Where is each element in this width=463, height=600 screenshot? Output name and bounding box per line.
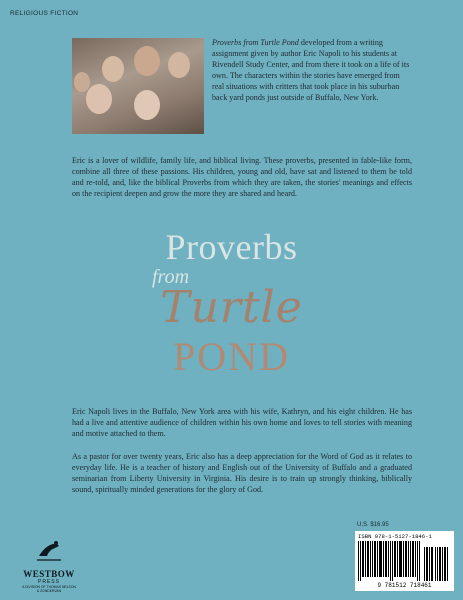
paragraph-author-pastor: As a pastor for over twenty years, Eric also has a deep appreciation for the Word of God as it relates to everyday life. He is a teacher of history and English out of the University of Buffalo and a graduated seminarian from Liberty University in Virginia. His desire is to train up strongly thinking, biblically sound, spiritually minded generations for the glory of God.	[72, 452, 412, 494]
genre-label: RELIGIOUS FICTION	[10, 10, 79, 17]
intro-book-title: Proverbs from Turtle Pond	[212, 38, 299, 47]
paragraph-author-passions: Eric is a lover of wildlife, family life, and biblical living. These proverbs, presented in fable-like form, combine all three of these passions. His children, young and old, have sat and listened to them be told and re-told, and, like the biblical Proverbs from which they are taken, the stories' meanings and effects on the recipient deepen and grow the more they are shared and heard.	[72, 156, 412, 198]
title-from: from	[152, 266, 190, 288]
barcode	[355, 531, 454, 591]
intro-paragraph	[212, 38, 412, 103]
publisher-logo	[14, 540, 84, 595]
barcode-digits: 9 781512 718461	[377, 582, 432, 589]
title-proverbs: Proverbs	[165, 227, 298, 267]
paragraph-author-family: Eric Napoli lives in the Buffalo, New York area with his wife, Kathryn, and his eight children. He has had a live and attentive audience of children within his own home and loves to tell stories with meaning and motive attached to them.	[72, 407, 412, 438]
barcode-bars	[358, 541, 451, 581]
publisher-name: WESTBOW	[23, 569, 75, 579]
intro-text: developed from a writing assignment given by author Eric Napoli to his students at Rivendell Study Center, and from there it took on a life of its own. The characters within the stories have emerged from real situations with critters that took place in his suburban back yard ponds just outside of Buffalo, New York.	[212, 38, 410, 102]
isbn-number: ISBN 978-1-5127-1846-1	[358, 533, 432, 540]
runner-icon	[35, 540, 63, 562]
title-pond: POND	[173, 334, 290, 379]
author-family-photo	[72, 38, 204, 134]
publisher-press: PRESS	[38, 579, 60, 585]
publisher-division-line2: & ZONDERVAN	[36, 589, 62, 593]
title-turtle: Turtle	[160, 282, 303, 333]
publisher-division-line1: A DIVISION OF THOMAS NELSON	[22, 585, 76, 589]
price-label: U.S. $16.95	[357, 522, 389, 528]
